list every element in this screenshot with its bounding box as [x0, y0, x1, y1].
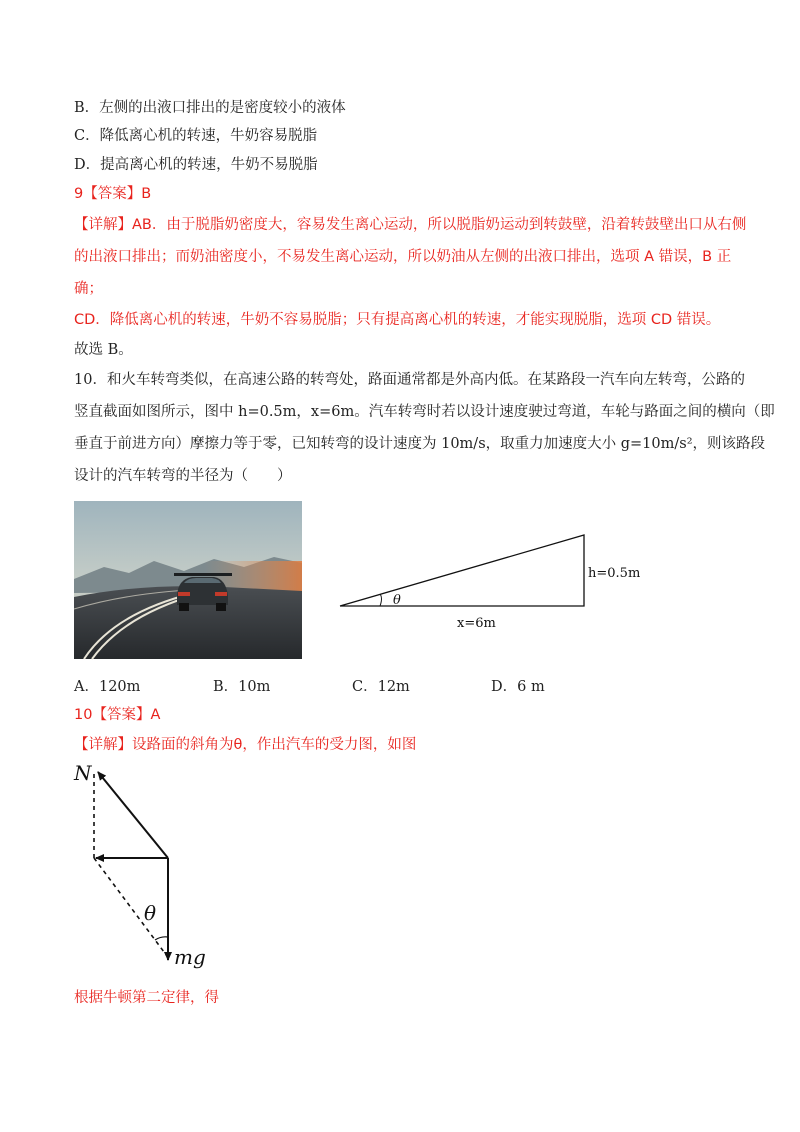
dashed-diagonal	[94, 858, 167, 956]
detail-9-line-1: 【详解】AB．由于脱脂奶密度大，容易发生离心运动，所以脱脂奶运动到转鼓壁，沿着转鼓壁出口从右侧	[74, 217, 747, 233]
question-10-line-3: 垂直于前进方向）摩擦力等于零，已知转弯的设计速度为 10m/s，取重力加速度大小 g=10m/s²，则该路段	[74, 436, 766, 452]
answer-9: 9【答案】B	[74, 186, 152, 202]
option-8d: D．提高离心机的转速，牛奶不易脱脂	[74, 157, 318, 173]
conclusion-9: 故选 B。	[74, 342, 133, 358]
base-label: x=6m	[457, 616, 496, 631]
question-10-line-1: 10．和火车转弯类似，在高速公路的转弯处，路面通常都是外高内低。在某路段一汽车向左转弯，公路的	[74, 372, 745, 388]
detail-9-line-3: 确；	[74, 281, 103, 297]
slope-triangle-figure	[330, 528, 641, 638]
question-10-line-2: 竖直截面如图所示，图中 h=0.5m，x=6m。汽车转弯时若以设计速度驶过弯道，车轮与路面之间的横向（即	[74, 404, 775, 420]
angle-theta-label: θ	[393, 593, 401, 608]
force-diagram	[70, 760, 220, 975]
angle-arc	[380, 594, 382, 606]
option-10c: C．12m	[352, 679, 410, 695]
option-10a: A．120m	[74, 679, 141, 695]
conclusion-10: 根据牛顿第二定律，得	[74, 990, 219, 1006]
question-10-line-4: 设计的汽车转弯的半径为（ ）	[74, 468, 292, 484]
option-8c: C．降低离心机的转速，牛奶容易脱脂	[74, 128, 318, 144]
answer-10: 10【答案】A	[74, 707, 161, 723]
normal-force-arrow	[98, 772, 168, 858]
force-angle-arc	[155, 937, 168, 940]
height-label: h=0.5m	[588, 566, 641, 581]
option-10b: B．10m	[213, 679, 271, 695]
triangle-outline	[340, 535, 584, 606]
option-8b: B．左侧的出液口排出的是密度较小的液体	[74, 100, 346, 116]
detail-9-line-2: 的出液口排出；而奶油密度小，不易发生离心运动，所以奶油从左侧的出液口排出，选项 A 错误，B 正	[74, 249, 732, 265]
force-label-theta: θ	[144, 901, 157, 925]
force-label-mg: mg	[174, 945, 206, 969]
car-photo	[74, 501, 302, 659]
detail-10: 【详解】设路面的斜角为θ，作出汽车的受力图，如图	[74, 737, 417, 753]
detail-9-line-4: CD．降低离心机的转速，牛奶不容易脱脂；只有提高离心机的转速，才能实现脱脂，选项 CD 错误。	[74, 312, 721, 328]
force-label-n: N	[74, 761, 92, 785]
option-10d: D．6 m	[491, 679, 545, 695]
